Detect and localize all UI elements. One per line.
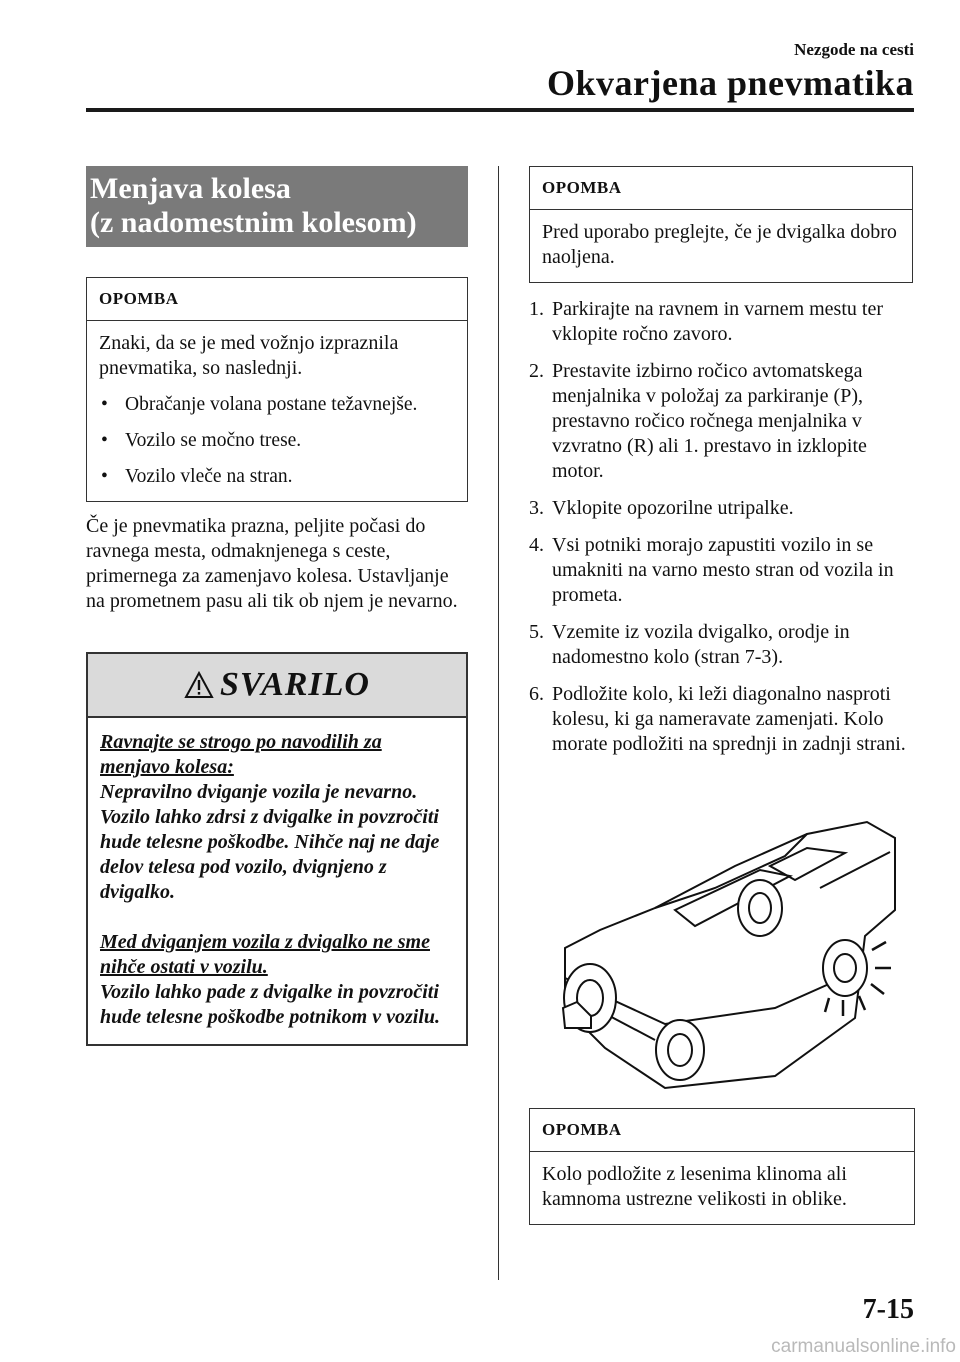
left-column: [86, 166, 468, 1046]
note-box-jack: [529, 166, 913, 283]
bullet-icon: •: [101, 394, 108, 415]
warning-rule-1: Ravnajte se strogo po navodilih za menjavo kolesa:: [100, 731, 382, 778]
step-item: 3. Vklopite opozorilne utripalke.: [529, 497, 794, 519]
header-rule: [86, 108, 914, 112]
note-heading: OPOMBA: [530, 1109, 914, 1152]
note-text: Kolo podložite z lesenima klinoma ali kamnoma ustrezne velikosti in oblike.: [542, 1163, 847, 1210]
note-body: [87, 321, 467, 501]
note-heading: OPOMBA: [530, 167, 912, 210]
warning-triangle-icon: [184, 671, 214, 699]
car-chock-illustration: [545, 818, 915, 1098]
note-heading: OPOMBA: [87, 278, 467, 321]
warning-body: [88, 718, 466, 1044]
step-item: 6. Podložite kolo, ki leži diagonalno nasproti kolesu, ki ga nameravate zamenjati. Kolo morate podložiti na sprednji in zadnji strani.: [529, 683, 906, 755]
step-item: 1. Parkirajte na ravnem in varnem mestu ter vklopite ročno zavoro.: [529, 298, 883, 345]
warning-heading: SVARILO: [220, 666, 370, 703]
warning-rule-2: Med dviganjem vozila z dvigalko ne sme nihče ostati v vozilu.: [100, 931, 430, 978]
step-item: 5. Vzemite iz vozila dvigalko, orodje in nadomestno kolo (stran 7-3).: [529, 621, 850, 668]
step-item: 2. Prestavite izbirno ročico avtomatskega menjalnika v položaj za parkiranje (P), prestavno ročico ročnega menjalnika v vzvratno (R) ali 1. prestavo in izklopite motor.: [529, 360, 867, 482]
bullet-icon: •: [101, 430, 108, 451]
column-divider: [498, 166, 499, 1280]
warning-text-2: Vozilo lahko pade z dvigalke in povzročiti hude telesne poškodbe potnikom v vozilu.: [100, 981, 440, 1028]
warning-header: [88, 654, 466, 718]
spacer: [100, 905, 454, 930]
intro-paragraph: Če je pnevmatika prazna, peljite počasi do ravnega mesta, odmaknjenega s ceste, primernega za zamenjavo kolesa. Ustavljanje na prometnem pasu ali tik ob njem je nevarno.: [86, 515, 458, 612]
section-title-line1: Menjava kolesa: [90, 172, 291, 205]
bullet-list: [99, 392, 455, 489]
note-box-signs: [86, 277, 468, 502]
note-body: [530, 210, 912, 282]
list-item: • Vozilo se močno trese.: [101, 430, 302, 451]
page-title: Okvarjena pnevmatika: [546, 63, 914, 103]
note-body: [530, 1152, 914, 1224]
right-column: [529, 166, 913, 769]
warning-text-1: Nepravilno dviganje vozila je nevarno. Vozilo lahko zdrsi z dvigalke in povzročiti hude telesne poškodbe. Nihče naj ne daje delov telesa pod vozilo, dvignjeno z dvigalko.: [100, 781, 440, 903]
note-box-chocks: [529, 1108, 915, 1225]
step-item: 4. Vsi potniki morajo zapustiti vozilo in se umakniti na varno mesto stran od vozila in prometa.: [529, 534, 894, 606]
warning-box: [86, 652, 468, 1046]
page-number: 7-15: [862, 1294, 914, 1325]
bullet-icon: •: [101, 466, 108, 487]
list-item: • Obračanje volana postane težavnejše.: [101, 394, 418, 415]
watermark: carmanualsonline.info: [771, 1336, 956, 1357]
note-text: Znaki, da se je med vožnjo izpraznila pnevmatika, so naslednji.: [99, 332, 399, 379]
section-title: [86, 166, 468, 247]
section-title-line2: (z nadomestnim kolesom): [90, 206, 417, 239]
header-section: Nezgode na cesti: [794, 40, 914, 59]
step-list: [529, 297, 913, 757]
note-text: Pred uporabo preglejte, če je dvigalka dobro naoljena.: [542, 221, 897, 268]
list-item: • Vozilo vleče na stran.: [101, 466, 293, 487]
